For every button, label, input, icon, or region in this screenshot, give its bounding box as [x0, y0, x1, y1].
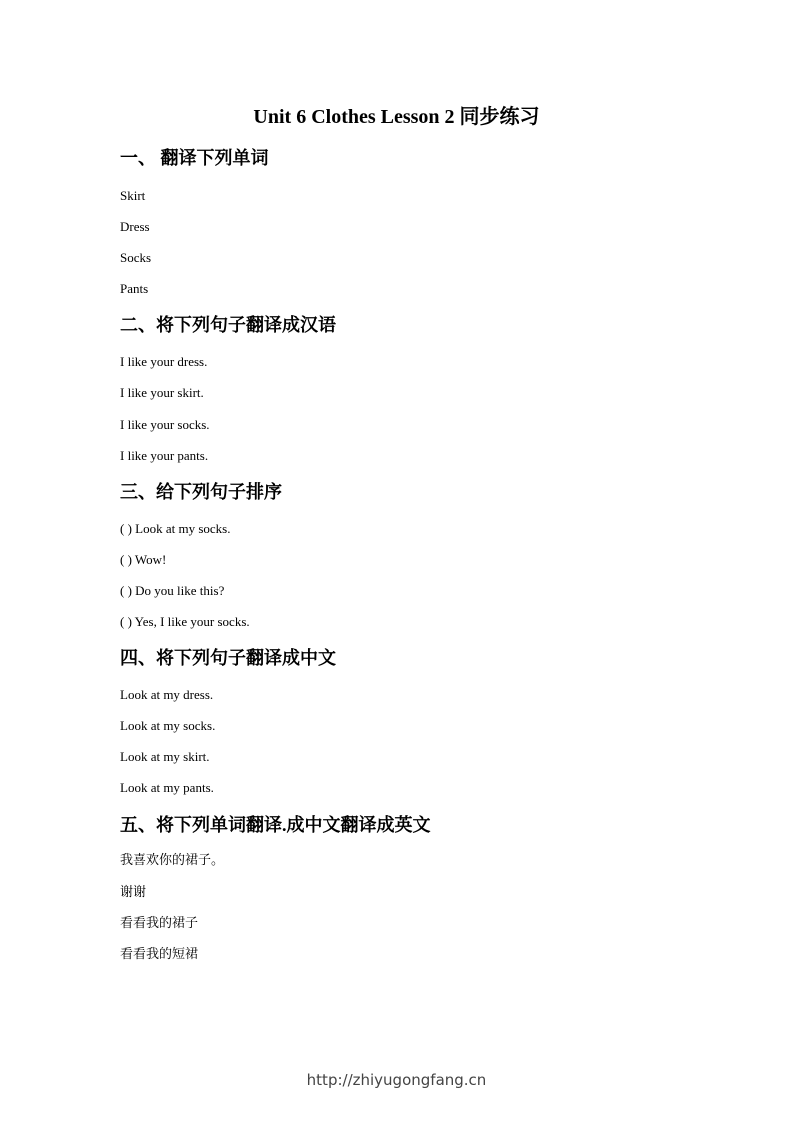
- sentence-item: Look at my dress.: [120, 687, 214, 702]
- footer-url: http://zhiyugongfang.cn: [306, 1071, 487, 1089]
- section-heading-2: 二、将下列句子翻译成汉语: [120, 315, 336, 335]
- sentence-item: I like your socks.: [120, 417, 210, 432]
- section-heading-3: 三、给下列句子排序: [120, 482, 282, 502]
- section-heading-5: 五、将下列单词翻译.成中文翻译成英文: [120, 815, 431, 835]
- chinese-item: 谢谢: [120, 884, 147, 899]
- word-item: Socks: [120, 250, 152, 265]
- word-item: Pants: [120, 281, 149, 296]
- sentence-item: Look at my socks.: [120, 718, 216, 733]
- chinese-item: 看看我的裙子: [120, 915, 199, 930]
- sentence-item: I like your dress.: [120, 354, 208, 369]
- ordering-item: ( ) Yes, I like your socks.: [120, 614, 250, 629]
- section-heading-1: 一、 翻译下列单词: [120, 148, 269, 168]
- sentence-item: I like your skirt.: [120, 385, 204, 400]
- page-title: Unit 6 Clothes Lesson 2 同步练习: [253, 106, 540, 128]
- ordering-item: ( ) Do you like this?: [120, 583, 225, 598]
- ordering-item: ( ) Wow!: [120, 552, 167, 567]
- chinese-item: 我喜欢你的裙子。: [120, 852, 225, 867]
- sentence-item: I like your pants.: [120, 448, 209, 463]
- word-item: Dress: [120, 219, 150, 234]
- word-item: Skirt: [120, 188, 146, 203]
- sentence-item: Look at my skirt.: [120, 749, 210, 764]
- chinese-item: 看看我的短裙: [120, 946, 199, 961]
- ordering-item: ( ) Look at my socks.: [120, 521, 231, 536]
- sentence-item: Look at my pants.: [120, 780, 214, 795]
- section-heading-4: 四、将下列句子翻译成中文: [120, 648, 336, 668]
